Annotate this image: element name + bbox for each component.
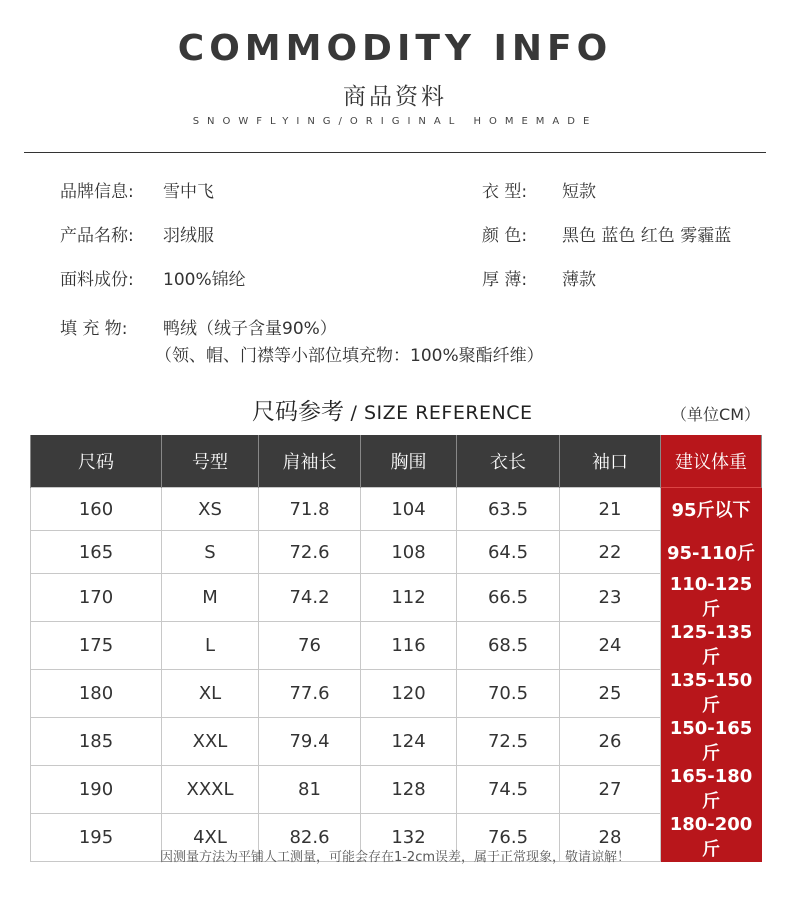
cell-cuff: 23 [560, 574, 661, 622]
cell-length: 66.5 [457, 574, 560, 622]
cell-chest: 116 [361, 622, 457, 670]
cell-model: M [162, 574, 259, 622]
cell-model: XS [162, 488, 259, 531]
cell-model: XXL [162, 718, 259, 766]
header-divider [24, 152, 766, 153]
table-row [31, 670, 762, 718]
cell-size: 165 [31, 531, 162, 574]
info-filling [60, 314, 337, 339]
cell-shoulder-sleeve: 72.6 [259, 531, 361, 574]
size-title-cn: 尺码参考 [252, 399, 344, 425]
cell-size: 190 [31, 766, 162, 814]
cell-weight: 135-150斤 [661, 670, 762, 718]
cell-weight: 95斤以下 [661, 488, 762, 531]
info-fabric-value: 100%锦纶 [163, 270, 246, 290]
cell-cuff: 22 [560, 531, 661, 574]
cell-length: 72.5 [457, 718, 560, 766]
page-subtitle: 商品资料 [343, 84, 447, 110]
header-weight: 建议体重 [661, 435, 762, 488]
cell-chest: 128 [361, 766, 457, 814]
info-name-value: 羽绒服 [163, 226, 214, 246]
cell-chest: 132 [361, 814, 457, 862]
cell-weight: 110-125斤 [661, 574, 762, 622]
cell-length: 63.5 [457, 488, 560, 531]
cell-shoulder-sleeve: 76 [259, 622, 361, 670]
info-filling-note: （领、帽、门襟等小部位填充物：100%聚酯纤维） [155, 346, 544, 366]
cell-weight: 125-135斤 [661, 622, 762, 670]
cell-cuff: 24 [560, 622, 661, 670]
cell-shoulder-sleeve: 81 [259, 766, 361, 814]
cell-cuff: 28 [560, 814, 661, 862]
table-row [31, 574, 762, 622]
size-section-title [252, 393, 533, 426]
cell-cuff: 27 [560, 766, 661, 814]
info-style-label: 衣 型: [482, 182, 528, 202]
table-row [31, 718, 762, 766]
info-thickness-value: 薄款 [562, 270, 596, 290]
measurement-footnote: 因测量方法为平铺人工测量，可能会存在1-2cm误差，属于正常现象，敬请谅解！ [159, 850, 631, 865]
cell-model: L [162, 622, 259, 670]
table-header-row [31, 435, 762, 488]
page-title: COMMODITY INFO [177, 28, 613, 69]
info-style [482, 177, 596, 202]
info-style-value: 短款 [562, 182, 596, 202]
header-length: 衣长 [457, 435, 560, 488]
header-size: 尺码 [31, 435, 162, 488]
cell-length: 76.5 [457, 814, 560, 862]
cell-weight: 165-180斤 [661, 766, 762, 814]
table-row [31, 531, 762, 574]
info-filling-value: 鸭绒（绒子含量90%） [163, 319, 337, 339]
info-color [482, 221, 732, 246]
cell-length: 70.5 [457, 670, 560, 718]
cell-size: 175 [31, 622, 162, 670]
info-color-label: 颜 色: [482, 226, 528, 246]
cell-weight: 150-165斤 [661, 718, 762, 766]
cell-size: 180 [31, 670, 162, 718]
cell-model: S [162, 531, 259, 574]
cell-cuff: 25 [560, 670, 661, 718]
table-row [31, 622, 762, 670]
info-brand-label: 品牌信息: [60, 182, 134, 202]
cell-length: 68.5 [457, 622, 560, 670]
size-title-en: / SIZE REFERENCE [344, 402, 533, 424]
cell-length: 64.5 [457, 531, 560, 574]
cell-size: 185 [31, 718, 162, 766]
unit-label: （单位CM） [671, 405, 760, 424]
cell-shoulder-sleeve: 74.2 [259, 574, 361, 622]
cell-weight: 95-110斤 [661, 531, 762, 574]
brand-tagline: SNOWFLYING/ORIGINAL HOMEMADE [192, 116, 598, 127]
header-model: 号型 [162, 435, 259, 488]
cell-shoulder-sleeve: 77.6 [259, 670, 361, 718]
info-brand [60, 177, 214, 202]
size-table [30, 435, 762, 862]
cell-size: 170 [31, 574, 162, 622]
info-name-label: 产品名称: [60, 226, 134, 246]
info-thickness [482, 265, 596, 290]
info-brand-value: 雪中飞 [163, 182, 214, 202]
cell-length: 74.5 [457, 766, 560, 814]
info-color-value: 黑色 蓝色 红色 雾霾蓝 [562, 226, 732, 246]
table-row [31, 766, 762, 814]
info-name [60, 221, 214, 246]
cell-cuff: 26 [560, 718, 661, 766]
cell-model: XXXL [162, 766, 259, 814]
cell-shoulder-sleeve: 82.6 [259, 814, 361, 862]
cell-size: 160 [31, 488, 162, 531]
cell-chest: 108 [361, 531, 457, 574]
cell-model: 4XL [162, 814, 259, 862]
cell-size: 195 [31, 814, 162, 862]
info-fabric [60, 265, 246, 290]
header-chest: 胸围 [361, 435, 457, 488]
info-filling-label: 填 充 物: [60, 319, 128, 339]
cell-chest: 124 [361, 718, 457, 766]
cell-chest: 112 [361, 574, 457, 622]
cell-cuff: 21 [560, 488, 661, 531]
cell-chest: 104 [361, 488, 457, 531]
cell-shoulder-sleeve: 71.8 [259, 488, 361, 531]
cell-shoulder-sleeve: 79.4 [259, 718, 361, 766]
header-shoulder-sleeve: 肩袖长 [259, 435, 361, 488]
cell-model: XL [162, 670, 259, 718]
cell-weight: 180-200斤 [661, 814, 762, 862]
cell-chest: 120 [361, 670, 457, 718]
info-fabric-label: 面料成份: [60, 270, 134, 290]
info-thickness-label: 厚 薄: [482, 270, 528, 290]
header-cuff: 袖口 [560, 435, 661, 488]
table-row [31, 488, 762, 531]
